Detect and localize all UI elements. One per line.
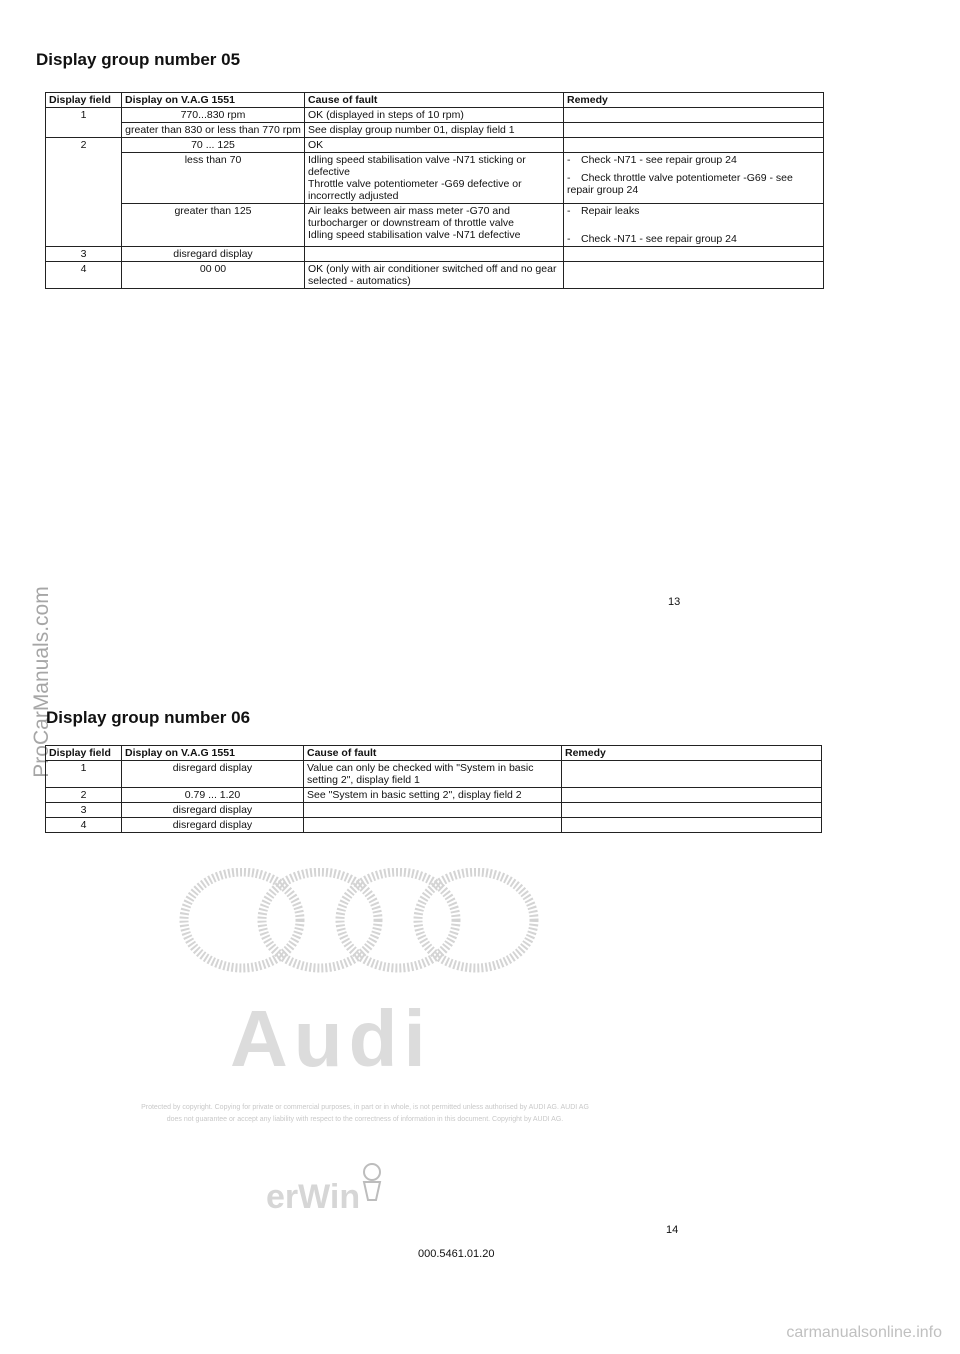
remedy-line: - Repair leaks — [567, 205, 640, 217]
table-header-row — [46, 746, 822, 761]
remedy-text — [564, 262, 824, 289]
cause-text: See "System in basic setting 2", display field 2 — [304, 788, 562, 803]
display-value: disregard display — [122, 247, 305, 262]
display-value: 00 00 — [122, 262, 305, 289]
display-value: less than 70 — [122, 153, 305, 204]
copyright-notice: Protected by copyright. Copying for private or commercial purposes, in part or in whole, is not permitted unless authorised by AUDI AG. AUDI AG does not guarantee or accept any liability with respect to the correctness of information in this document. Copyright by AUDI AG. — [141, 1104, 589, 1123]
cause-text — [304, 803, 562, 818]
table-row — [46, 204, 824, 247]
remedy-line: - Check -N71 - see repair group 24 — [567, 233, 737, 245]
cause-line: Air leaks between air mass meter -G70 and turbocharger or downstream of throttle valve — [308, 205, 515, 229]
audi-rings-icon — [170, 868, 550, 1078]
cause-text — [305, 204, 564, 247]
table-row — [46, 123, 824, 138]
field-number: 4 — [46, 262, 122, 289]
cause-text: Value can only be checked with "System in basic setting 2", display field 1 — [304, 761, 562, 788]
table-row — [46, 247, 824, 262]
col-display-on-vag: Display on V.A.G 1551 — [122, 746, 304, 761]
table-row — [46, 153, 824, 204]
table-row — [46, 108, 824, 123]
group06-heading: Display group number 06 — [46, 708, 251, 727]
table-row — [46, 788, 822, 803]
col-cause-of-fault: Cause of fault — [305, 93, 564, 108]
col-display-field: Display field — [46, 93, 122, 108]
table-row — [46, 803, 822, 818]
remedy-text — [562, 761, 822, 788]
cause-text: OK (only with air conditioner switched off and no gear selected - automatics) — [305, 262, 564, 289]
table-row — [46, 818, 822, 833]
display-value: disregard display — [122, 761, 304, 788]
remedy-text — [564, 204, 824, 247]
audi-logo-text: Audi — [230, 994, 432, 1078]
remedy-text — [562, 788, 822, 803]
erwin-stamp-text: erWin — [266, 1178, 361, 1216]
group05-heading: Display group number 05 — [36, 50, 241, 69]
col-display-field: Display field — [46, 746, 122, 761]
page-number-14: 14 — [666, 1224, 679, 1236]
cause-line: Idling speed stabilisation valve -N71 defective — [308, 229, 521, 241]
cause-text: OK — [305, 138, 564, 153]
field-number: 2 — [46, 788, 122, 803]
audi-logo-watermark — [170, 868, 550, 1083]
cause-text — [305, 247, 564, 262]
erwin-stamp — [262, 1150, 442, 1225]
remedy-text — [564, 123, 824, 138]
display-value: 70 ... 125 — [122, 138, 305, 153]
page-number-13: 13 — [668, 596, 681, 608]
display-value: disregard display — [122, 818, 304, 833]
display-value: disregard display — [122, 803, 304, 818]
bullet-dash: - — [567, 172, 571, 184]
cause-text — [305, 153, 564, 204]
remedy-text — [562, 803, 822, 818]
document-number: 000.5461.01.20 — [418, 1248, 495, 1260]
field-number: 3 — [46, 247, 122, 262]
col-display-on-vag: Display on V.A.G 1551 — [122, 93, 305, 108]
remedy-text — [562, 818, 822, 833]
remedy-text — [564, 138, 824, 153]
cause-text: OK (displayed in steps of 10 rpm) — [305, 108, 564, 123]
group06-table — [45, 745, 822, 833]
field-number: 4 — [46, 818, 122, 833]
display-value: greater than 125 — [122, 204, 305, 247]
erwin-stamp-icon — [262, 1150, 442, 1220]
display-value: 0.79 ... 1.20 — [122, 788, 304, 803]
bullet-dash: - — [567, 233, 571, 245]
remedy-line: - Check -N71 - see repair group 24 — [567, 154, 737, 166]
footer-watermark: carmanualsonline.info — [786, 1324, 942, 1341]
display-value: 770...830 rpm — [122, 108, 305, 123]
bullet-dash: - — [567, 205, 571, 217]
bullet-dash: - — [567, 154, 571, 166]
table-row — [46, 262, 824, 289]
group05-table — [45, 92, 824, 289]
table-row — [46, 138, 824, 153]
field-number: 1 — [46, 761, 122, 788]
field-number: 1 — [46, 108, 122, 138]
cause-line: Throttle valve potentiometer -G69 defective or incorrectly adjusted — [308, 178, 522, 202]
remedy-line: - Check throttle valve potentiometer -G69 - see repair group 24 — [567, 172, 793, 196]
col-remedy: Remedy — [564, 93, 824, 108]
remedy-text — [564, 153, 824, 204]
field-number: 2 — [46, 138, 122, 247]
remedy-text — [564, 247, 824, 262]
table-header-row — [46, 93, 824, 108]
cause-text — [304, 818, 562, 833]
cause-text: See display group number 01, display field 1 — [305, 123, 564, 138]
side-watermark: ProCarManuals.com — [30, 586, 53, 778]
table-row — [46, 761, 822, 788]
cause-line: Idling speed stabilisation valve -N71 sticking or defective — [308, 154, 526, 178]
remedy-text — [564, 108, 824, 123]
col-remedy: Remedy — [562, 746, 822, 761]
field-number: 3 — [46, 803, 122, 818]
display-value: greater than 830 or less than 770 rpm — [122, 123, 305, 138]
col-cause-of-fault: Cause of fault — [304, 746, 562, 761]
